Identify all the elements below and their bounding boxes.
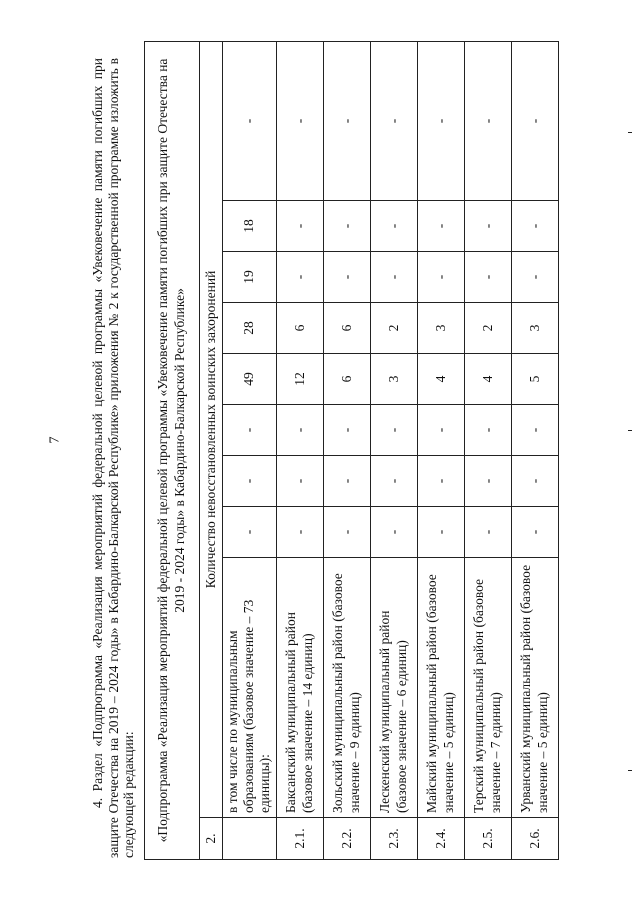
edge-line-top [628, 132, 632, 133]
row-value: - [464, 405, 511, 456]
page-number: 7 [47, 436, 63, 444]
row-value: - [511, 507, 558, 558]
row-entity-name: Лескенский муниципальный район (базовое значение – 6 единиц) [370, 558, 417, 818]
row-value: 49 [223, 354, 277, 405]
row-value: - [323, 252, 370, 303]
row-value: 6 [323, 303, 370, 354]
row-value: - [511, 41, 558, 200]
row-entity-name: Баксанский муниципальный район (базовое значение – 14 единиц) [276, 558, 323, 818]
row-value: - [464, 507, 511, 558]
row-value: - [511, 405, 558, 456]
row-value: - [370, 41, 417, 200]
row-value: - [323, 507, 370, 558]
row-value: 3 [370, 354, 417, 405]
table-row [370, 41, 417, 859]
subprogram-title: «Подпрограмма «Реализация мероприятий федеральной целевой программы «Увековечение памяти погибших при защите Отечества на 2019 - 2024 годы» в Кабардино-Балкарской Республике» [145, 41, 200, 859]
row-value: - [417, 456, 464, 507]
row-value: - [511, 201, 558, 252]
table-row [323, 41, 370, 859]
row-number: 2.4. [417, 818, 464, 860]
edge-line-bottom [628, 770, 632, 771]
section-row [200, 41, 223, 859]
row-entity-name: Майский муниципальный район (базовое значение – 5 единиц) [417, 558, 464, 818]
row-value: - [276, 507, 323, 558]
row-value: - [223, 507, 277, 558]
row-entity-name: Терский муниципальный район (базовое значение – 7 единиц) [464, 558, 511, 818]
row-value: 5 [511, 354, 558, 405]
row-value: - [417, 201, 464, 252]
row-value: - [370, 456, 417, 507]
row-value: 2 [370, 303, 417, 354]
row-value: - [323, 201, 370, 252]
row-value: - [223, 405, 277, 456]
table-row [276, 41, 323, 859]
row-value: - [417, 405, 464, 456]
row-number: 2.5. [464, 818, 511, 860]
row-value: 4 [464, 354, 511, 405]
row-value: - [511, 456, 558, 507]
row-value: - [370, 507, 417, 558]
row-value: - [370, 201, 417, 252]
intro-paragraph [90, 58, 137, 858]
row-value: 3 [511, 303, 558, 354]
row-value: - [464, 252, 511, 303]
row-entity-name: в том числе по муниципальным образованиям (базовое значение – 73 единицы): [223, 558, 277, 818]
row-value: 18 [223, 201, 277, 252]
row-value: - [323, 41, 370, 200]
row-number [223, 818, 277, 860]
table-row [223, 41, 277, 859]
row-value: - [276, 201, 323, 252]
row-value: - [223, 456, 277, 507]
row-value: 3 [417, 303, 464, 354]
section-title: Количество невосстановленных воинских захоронений [200, 41, 223, 817]
row-value: - [276, 41, 323, 200]
row-value: - [464, 201, 511, 252]
indicator-table [144, 41, 559, 860]
row-number: 2.1. [276, 818, 323, 860]
row-value: - [417, 41, 464, 200]
row-number: 2.6. [511, 818, 558, 860]
row-number: 2.3. [370, 818, 417, 860]
row-entity-name: Урванский муниципальный район (базовое значение – 5 единиц) [511, 558, 558, 818]
row-value: 12 [276, 354, 323, 405]
row-value: 4 [417, 354, 464, 405]
edge-line-middle [628, 430, 632, 431]
row-value: - [223, 41, 277, 200]
row-value: - [417, 507, 464, 558]
row-value: - [464, 41, 511, 200]
row-entity-name: Зольский муниципальный район (базовое значение – 9 единиц) [323, 558, 370, 818]
title-row [145, 41, 200, 859]
section-number: 2. [200, 818, 223, 860]
row-value: - [323, 405, 370, 456]
row-value: - [276, 456, 323, 507]
row-value: - [370, 405, 417, 456]
row-value: 2 [464, 303, 511, 354]
row-value: - [417, 252, 464, 303]
row-value: 19 [223, 252, 277, 303]
table-row [417, 41, 464, 859]
intro-text: 4. Раздел «Подпрограмма «Реализация мероприятий федеральной целевой программы «Увековечение памяти погибших при защите Отечества на 2019 – 2024 годы» в Кабардино-Балкарской Республике» приложения № 2 к государственной программе изложить в следующей редакции: [90, 58, 137, 858]
row-value: 6 [323, 354, 370, 405]
row-number: 2.2. [323, 818, 370, 860]
table-row [464, 41, 511, 859]
row-value: - [276, 405, 323, 456]
table-row [511, 41, 558, 859]
rotated-document [80, 27, 618, 872]
row-value: - [370, 252, 417, 303]
row-value: - [323, 456, 370, 507]
row-value: 6 [276, 303, 323, 354]
row-value: - [276, 252, 323, 303]
row-value: - [464, 456, 511, 507]
row-value: - [511, 252, 558, 303]
row-value: 28 [223, 303, 277, 354]
